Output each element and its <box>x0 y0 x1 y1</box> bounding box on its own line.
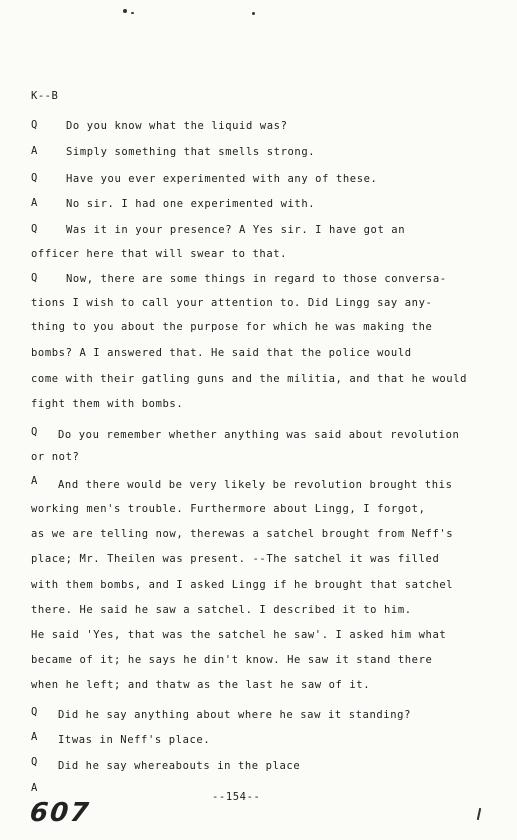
transcript-line: tions I wish to call your attention to. Did Lingg say any- <box>31 297 433 309</box>
transcript-line: come with their gatling guns and the militia, and that he would <box>31 373 468 385</box>
transcript-line: Was it in your presence? A Yes sir. I have got an <box>66 224 406 236</box>
handwritten-page-number: 607 <box>28 798 92 828</box>
transcript-line: officer here that will swear to that. <box>31 248 288 260</box>
speaker-label: Q <box>31 272 38 284</box>
transcript-line: as we are telling now, therewas a satchel brought from Neff's <box>31 528 454 540</box>
speaker-label: Q <box>31 706 38 718</box>
speaker-label: A <box>31 782 38 794</box>
transcript-line: working men's trouble. Furthermore about Lingg, I forgot, <box>31 503 426 515</box>
transcript-line: Do you know what the liquid was? <box>66 120 288 132</box>
transcript-line: when he left; and thatw as the last he saw of it. <box>31 679 371 691</box>
transcript-line: Did he say whereabouts in the place <box>58 760 301 772</box>
scan-speck <box>131 12 134 14</box>
transcript-line: And there would be very likely be revolution brought this <box>58 479 453 491</box>
transcript-line: thing to you about the purpose for which he was making the <box>31 321 433 333</box>
scan-speck <box>123 9 127 13</box>
transcript-line: fight them with bombs. <box>31 398 184 410</box>
speaker-label: A <box>31 731 38 743</box>
transcript-line: with them bombs, and I asked Lingg if he brought that satchel <box>31 579 454 591</box>
transcript-line: Simply something that smells strong. <box>66 146 316 158</box>
transcript-line: Did he say anything about where he saw it standing? <box>58 709 411 721</box>
transcript-line: Do you remember whether anything was said about revolution <box>58 429 460 441</box>
transcript-line: bombs? A I answered that. He said that the police would <box>31 347 412 359</box>
transcript-line: became of it; he says he din't know. He saw it stand there <box>31 654 433 666</box>
speaker-label: Q <box>31 756 38 768</box>
transcript-line: Have you ever experimented with any of these. <box>66 173 378 185</box>
transcript-line: or not? <box>31 451 80 463</box>
transcript-line: He said 'Yes, that was the satchel he saw'. I asked him what <box>31 629 447 641</box>
speaker-label: Q <box>31 223 38 235</box>
speaker-label: A <box>31 145 38 157</box>
transcript-line: Now, there are some things in regard to those conversa- <box>66 273 447 285</box>
transcript-line: place; Mr. Theilen was present. --The satchel it was filled <box>31 553 440 565</box>
transcript-line: there. He said he saw a satchel. I described it to him. <box>31 604 412 616</box>
page-number: --154-- <box>212 791 261 803</box>
speaker-label: Q <box>31 119 38 131</box>
pencil-tick-mark <box>477 808 481 820</box>
speaker-label: Q <box>31 426 38 438</box>
transcript-line: Itwas in Neff's place. <box>58 734 211 746</box>
section-header: K--B <box>31 90 59 102</box>
transcript-line: No sir. I had one experimented with. <box>66 198 316 210</box>
scan-speck <box>252 12 255 15</box>
speaker-label: Q <box>31 172 38 184</box>
speaker-label: A <box>31 475 38 487</box>
speaker-label: A <box>31 197 38 209</box>
